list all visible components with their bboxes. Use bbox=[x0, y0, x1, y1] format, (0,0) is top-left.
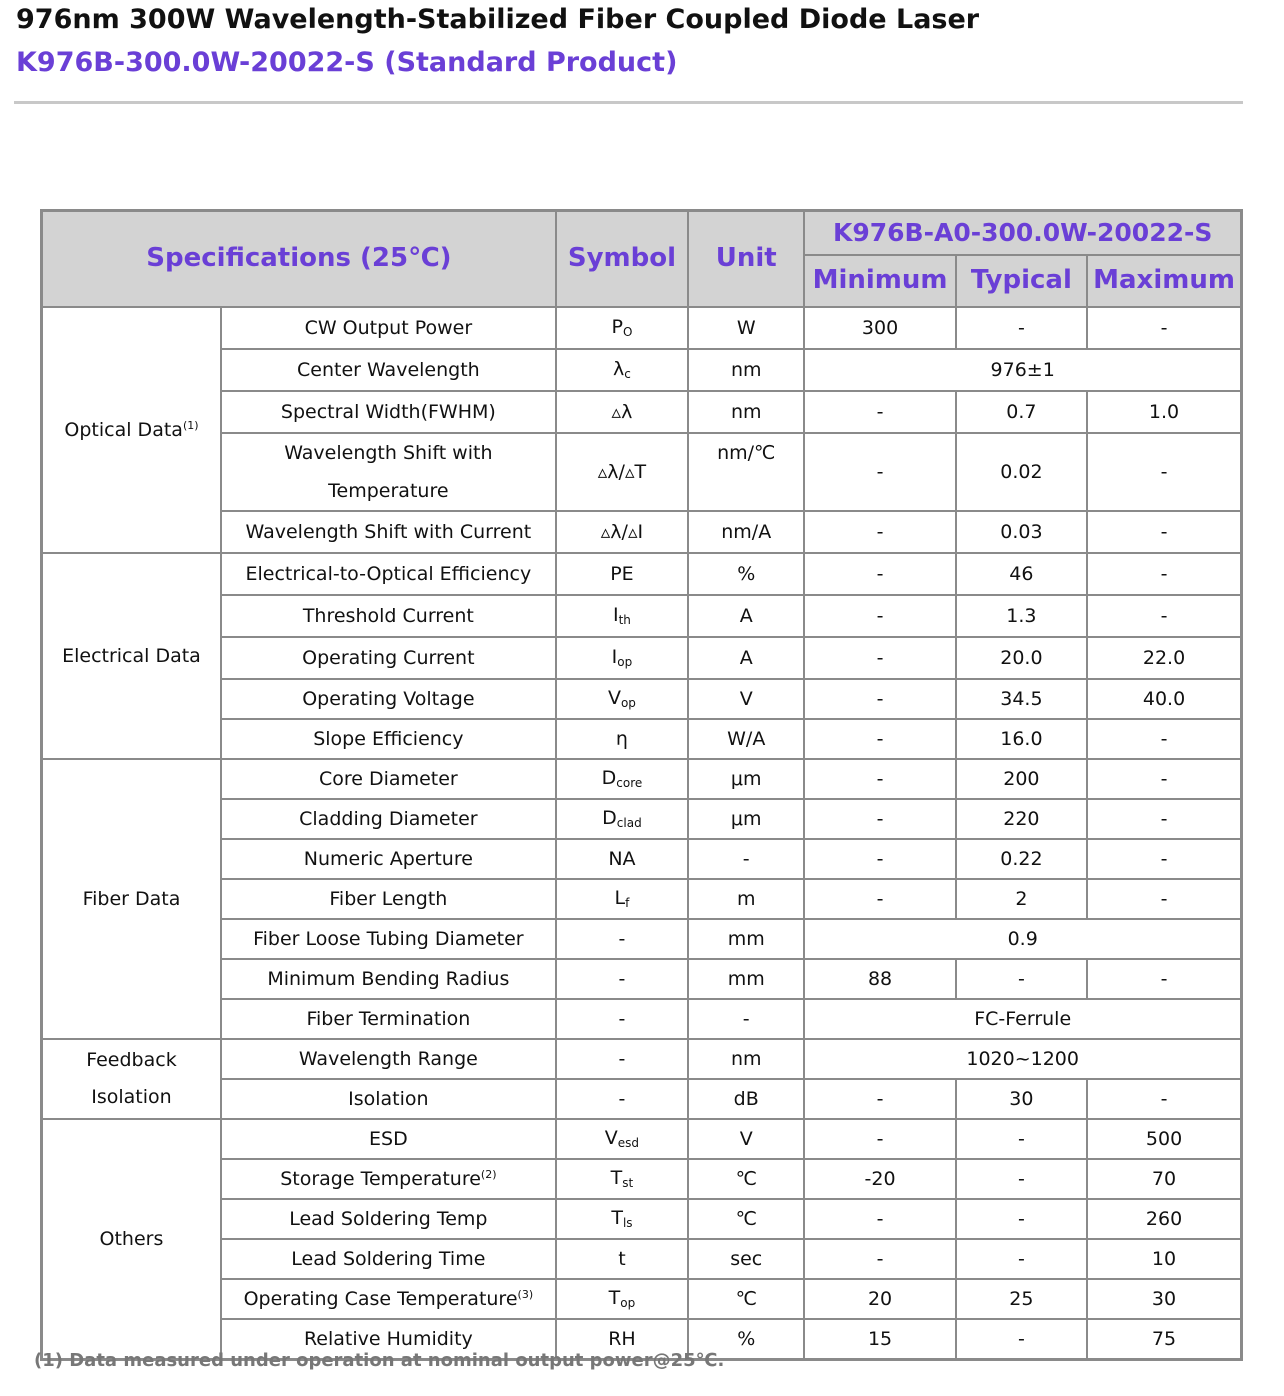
param-symbol: η bbox=[556, 719, 688, 759]
param-symbol: NA bbox=[556, 839, 688, 879]
group-others: Others bbox=[42, 1119, 221, 1360]
table-row bbox=[42, 1199, 1242, 1239]
param-name: Wavelength Shift with Temperature bbox=[221, 433, 556, 511]
table-row bbox=[42, 511, 1242, 553]
param-unit: - bbox=[688, 999, 804, 1039]
value-min: - bbox=[804, 839, 955, 879]
value-min: - bbox=[804, 433, 955, 511]
value-min: - bbox=[804, 391, 955, 433]
group-fiber-data: Fiber Data bbox=[42, 759, 221, 1039]
table-row bbox=[42, 959, 1242, 999]
param-name: Slope Efficiency bbox=[221, 719, 556, 759]
table-row bbox=[42, 1239, 1242, 1279]
value-max: 30 bbox=[1087, 1279, 1241, 1319]
header-model: K976B-A0-300.0W-20022-S bbox=[804, 211, 1241, 256]
value-typ: - bbox=[956, 1319, 1087, 1360]
product-subtitle: K976B-300.0W-20022-S (Standard Product) bbox=[16, 47, 678, 78]
table-row bbox=[42, 919, 1242, 959]
value-max: - bbox=[1087, 433, 1241, 511]
value-min: - bbox=[804, 719, 955, 759]
value-max: - bbox=[1087, 511, 1241, 553]
param-symbol: - bbox=[556, 1079, 688, 1119]
param-name: Spectral Width(FWHM) bbox=[221, 391, 556, 433]
param-symbol: - bbox=[556, 919, 688, 959]
value-min: 88 bbox=[804, 959, 955, 999]
param-unit: % bbox=[688, 553, 804, 595]
value-min: - bbox=[804, 759, 955, 799]
table-row bbox=[42, 839, 1242, 879]
value-typ: 30 bbox=[956, 1079, 1087, 1119]
param-symbol: Vop bbox=[556, 679, 688, 719]
param-unit: mm bbox=[688, 959, 804, 999]
value-typ: 46 bbox=[956, 553, 1087, 595]
value-max: 260 bbox=[1087, 1199, 1241, 1239]
value-min: - bbox=[804, 511, 955, 553]
header-unit: Unit bbox=[688, 211, 804, 308]
table-row bbox=[42, 1159, 1242, 1199]
param-symbol: ▵λ/▵I bbox=[556, 511, 688, 553]
param-unit: W/A bbox=[688, 719, 804, 759]
param-symbol: - bbox=[556, 959, 688, 999]
param-unit: ℃ bbox=[688, 1279, 804, 1319]
header-maximum: Maximum bbox=[1087, 255, 1241, 307]
param-unit: A bbox=[688, 637, 804, 679]
param-symbol: Ith bbox=[556, 595, 688, 637]
param-name: Lead Soldering Temp bbox=[221, 1199, 556, 1239]
param-unit: μm bbox=[688, 799, 804, 839]
param-symbol: - bbox=[556, 1039, 688, 1079]
value-min: 300 bbox=[804, 307, 955, 349]
param-symbol: λc bbox=[556, 349, 688, 391]
param-name: Fiber Loose Tubing Diameter bbox=[221, 919, 556, 959]
value-max: 22.0 bbox=[1087, 637, 1241, 679]
value-merged: 0.9 bbox=[804, 919, 1241, 959]
param-unit: m bbox=[688, 879, 804, 919]
value-min: - bbox=[804, 1079, 955, 1119]
param-unit: μm bbox=[688, 759, 804, 799]
param-symbol: - bbox=[556, 999, 688, 1039]
value-typ: 200 bbox=[956, 759, 1087, 799]
table-row bbox=[42, 433, 1242, 511]
param-name: Operating Case Temperature$^{(3)}$ bbox=[221, 1279, 556, 1319]
param-unit: - bbox=[688, 839, 804, 879]
value-typ: - bbox=[956, 1199, 1087, 1239]
value-typ: 0.02 bbox=[956, 433, 1087, 511]
param-symbol: Dclad bbox=[556, 799, 688, 839]
value-merged: FC-Ferrule bbox=[804, 999, 1241, 1039]
value-merged: 976±1 bbox=[804, 349, 1241, 391]
value-min: - bbox=[804, 1119, 955, 1159]
param-name: Fiber Length bbox=[221, 879, 556, 919]
value-max: - bbox=[1087, 959, 1241, 999]
param-symbol: Tls bbox=[556, 1199, 688, 1239]
value-typ: 1.3 bbox=[956, 595, 1087, 637]
value-typ: 2 bbox=[956, 879, 1087, 919]
param-name: Fiber Termination bbox=[221, 999, 556, 1039]
param-unit: A bbox=[688, 595, 804, 637]
group-feedback-isolation: Feedback Isolation bbox=[42, 1039, 221, 1119]
param-unit: V bbox=[688, 679, 804, 719]
header-minimum: Minimum bbox=[804, 255, 955, 307]
value-typ: 0.7 bbox=[956, 391, 1087, 433]
page-title: 976nm 300W Wavelength-Stabilized Fiber Coupled Diode Laser bbox=[16, 4, 980, 35]
value-min: -20 bbox=[804, 1159, 955, 1199]
param-unit: nm/℃ bbox=[688, 433, 804, 511]
value-max: 40.0 bbox=[1087, 679, 1241, 719]
value-typ: - bbox=[956, 1239, 1087, 1279]
value-max: - bbox=[1087, 879, 1241, 919]
value-typ: 20.0 bbox=[956, 637, 1087, 679]
value-min: 15 bbox=[804, 1319, 955, 1360]
param-symbol: Iop bbox=[556, 637, 688, 679]
param-symbol: PE bbox=[556, 553, 688, 595]
param-symbol: ▵λ bbox=[556, 391, 688, 433]
value-typ: - bbox=[956, 959, 1087, 999]
table-row bbox=[42, 349, 1242, 391]
param-symbol: Tst bbox=[556, 1159, 688, 1199]
param-name: Threshold Current bbox=[221, 595, 556, 637]
value-max: - bbox=[1087, 1079, 1241, 1119]
footnote: (1) Data measured under operation at nominal output power@25℃. bbox=[34, 1350, 725, 1371]
param-symbol: RH bbox=[556, 1319, 688, 1360]
param-name: Wavelength Shift with Current bbox=[221, 511, 556, 553]
value-max: - bbox=[1087, 839, 1241, 879]
value-typ: 0.22 bbox=[956, 839, 1087, 879]
param-unit: nm/A bbox=[688, 511, 804, 553]
param-unit: dB bbox=[688, 1079, 804, 1119]
value-min: - bbox=[804, 1199, 955, 1239]
param-name: Numeric Aperture bbox=[221, 839, 556, 879]
param-symbol: Dcore bbox=[556, 759, 688, 799]
table-row bbox=[42, 307, 1242, 349]
value-typ: 16.0 bbox=[956, 719, 1087, 759]
group-optical-data: Optical Data$^{(1)}$ bbox=[42, 307, 221, 553]
value-max: - bbox=[1087, 759, 1241, 799]
param-name: Lead Soldering Time bbox=[221, 1239, 556, 1279]
value-max: - bbox=[1087, 553, 1241, 595]
param-name: Center Wavelength bbox=[221, 349, 556, 391]
table-row bbox=[42, 1079, 1242, 1119]
param-symbol: ▵λ/▵T bbox=[556, 433, 688, 511]
table-row bbox=[42, 1279, 1242, 1319]
value-max: 10 bbox=[1087, 1239, 1241, 1279]
param-unit: V bbox=[688, 1119, 804, 1159]
table-row bbox=[42, 799, 1242, 839]
param-name: Storage Temperature$^{(2)}$ bbox=[221, 1159, 556, 1199]
table-row bbox=[42, 1119, 1242, 1159]
param-unit: nm bbox=[688, 391, 804, 433]
value-typ: 220 bbox=[956, 799, 1087, 839]
param-symbol: Vesd bbox=[556, 1119, 688, 1159]
value-min: - bbox=[804, 799, 955, 839]
param-name: Cladding Diameter bbox=[221, 799, 556, 839]
param-name: Isolation bbox=[221, 1079, 556, 1119]
value-max: 1.0 bbox=[1087, 391, 1241, 433]
table-row bbox=[42, 637, 1242, 679]
value-typ: - bbox=[956, 1119, 1087, 1159]
value-min: - bbox=[804, 637, 955, 679]
value-min: - bbox=[804, 679, 955, 719]
param-name: CW Output Power bbox=[221, 307, 556, 349]
table-row bbox=[42, 391, 1242, 433]
param-unit: W bbox=[688, 307, 804, 349]
header-divider bbox=[14, 101, 1243, 104]
param-symbol: t bbox=[556, 1239, 688, 1279]
param-unit: ℃ bbox=[688, 1159, 804, 1199]
header-symbol: Symbol bbox=[556, 211, 688, 308]
param-name: Operating Current bbox=[221, 637, 556, 679]
value-min: - bbox=[804, 1239, 955, 1279]
value-typ: - bbox=[956, 1159, 1087, 1199]
param-symbol: Lf bbox=[556, 879, 688, 919]
value-max: 75 bbox=[1087, 1319, 1241, 1360]
table-row bbox=[42, 553, 1242, 595]
value-min: - bbox=[804, 595, 955, 637]
value-min: - bbox=[804, 879, 955, 919]
param-unit: nm bbox=[688, 1039, 804, 1079]
param-unit: mm bbox=[688, 919, 804, 959]
value-merged: 1020~1200 bbox=[804, 1039, 1241, 1079]
param-unit: nm bbox=[688, 349, 804, 391]
param-unit: % bbox=[688, 1319, 804, 1360]
table-row bbox=[42, 999, 1242, 1039]
param-name: Core Diameter bbox=[221, 759, 556, 799]
value-min: - bbox=[804, 553, 955, 595]
table-row bbox=[42, 679, 1242, 719]
value-typ: 25 bbox=[956, 1279, 1087, 1319]
param-name: ESD bbox=[221, 1119, 556, 1159]
table-row bbox=[42, 879, 1242, 919]
param-symbol: PO bbox=[556, 307, 688, 349]
value-max: - bbox=[1087, 595, 1241, 637]
param-unit: ℃ bbox=[688, 1199, 804, 1239]
value-typ: 34.5 bbox=[956, 679, 1087, 719]
value-min: 20 bbox=[804, 1279, 955, 1319]
param-name: Minimum Bending Radius bbox=[221, 959, 556, 999]
param-unit: sec bbox=[688, 1239, 804, 1279]
param-symbol: Top bbox=[556, 1279, 688, 1319]
value-max: - bbox=[1087, 719, 1241, 759]
specifications-table bbox=[40, 209, 1243, 1361]
value-max: - bbox=[1087, 307, 1241, 349]
table-row bbox=[42, 595, 1242, 637]
value-max: 500 bbox=[1087, 1119, 1241, 1159]
header-typical: Typical bbox=[956, 255, 1087, 307]
table-row bbox=[42, 759, 1242, 799]
group-electrical-data: Electrical Data bbox=[42, 553, 221, 759]
value-max: - bbox=[1087, 799, 1241, 839]
header-specifications: Specifications (25℃) bbox=[42, 211, 556, 308]
table-row bbox=[42, 719, 1242, 759]
param-name: Relative Humidity bbox=[221, 1319, 556, 1360]
param-name: Electrical-to-Optical Efficiency bbox=[221, 553, 556, 595]
value-typ: - bbox=[956, 307, 1087, 349]
value-typ: 0.03 bbox=[956, 511, 1087, 553]
param-name: Operating Voltage bbox=[221, 679, 556, 719]
param-name: Wavelength Range bbox=[221, 1039, 556, 1079]
table-row bbox=[42, 1039, 1242, 1079]
value-max: 70 bbox=[1087, 1159, 1241, 1199]
